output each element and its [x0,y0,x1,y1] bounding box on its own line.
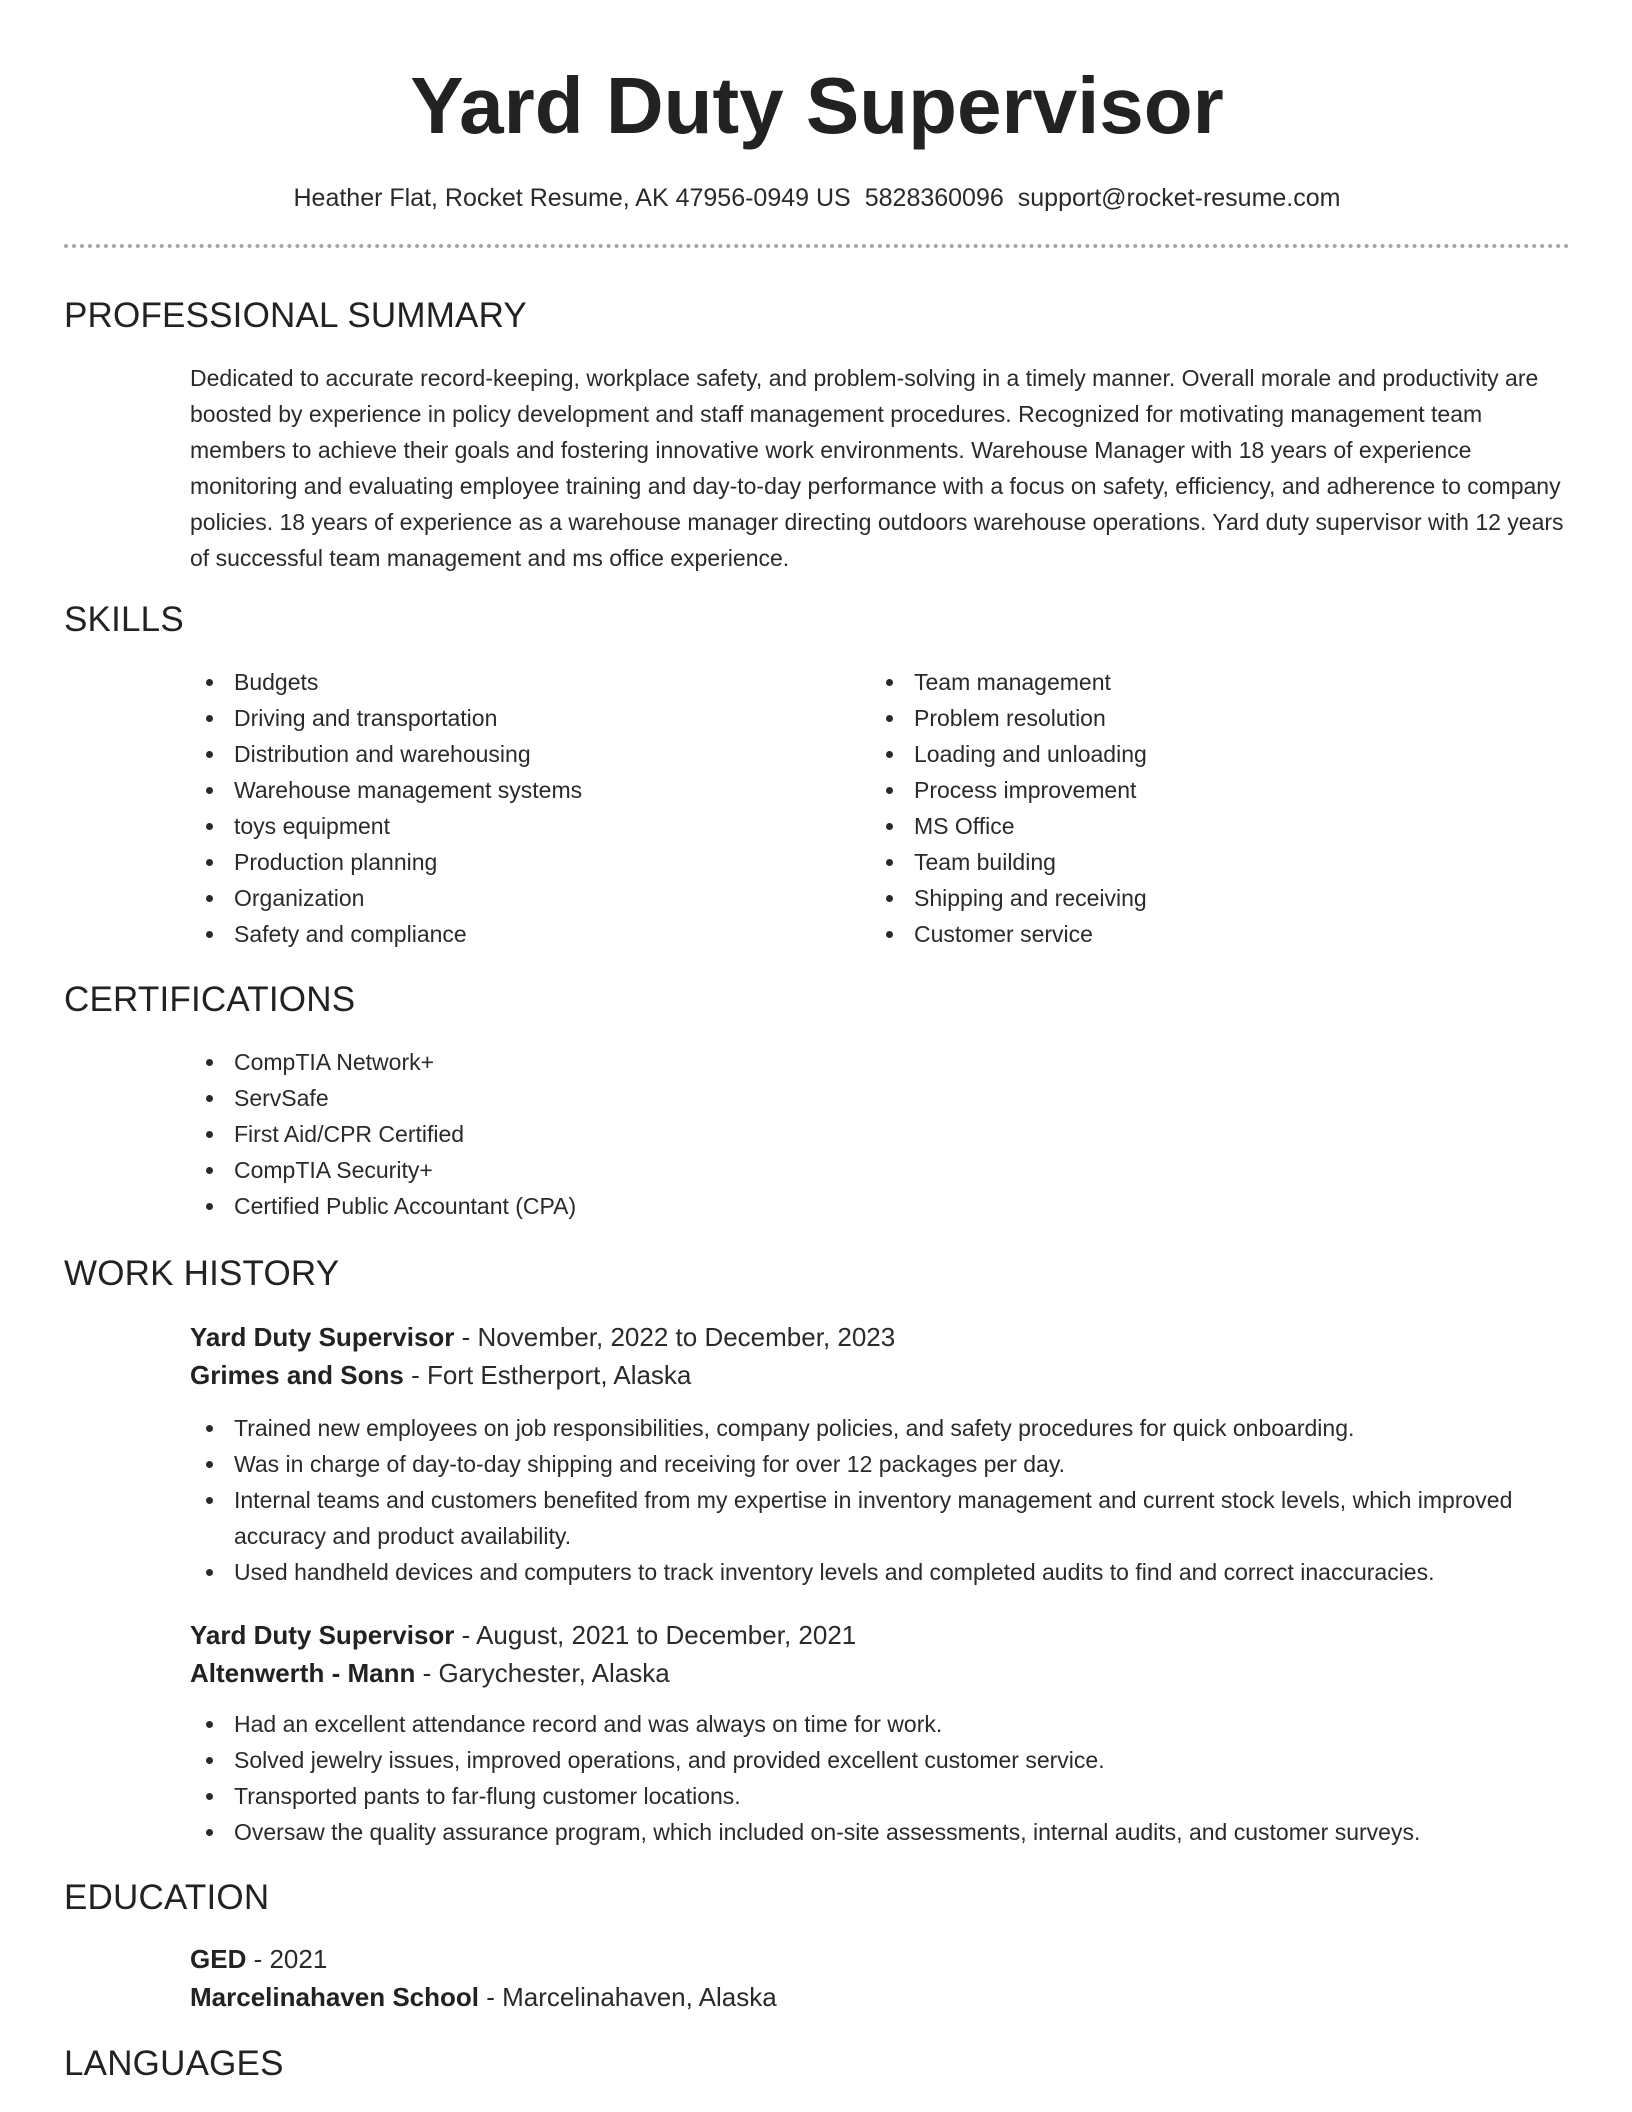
skills-list-right [870,664,1550,952]
skills-heading: SKILLS [64,600,184,639]
skills-list-left [190,664,870,952]
education-location: - Marcelinahaven, Alaska [478,1982,777,2012]
skill-item: Team management [870,664,1550,700]
summary-text: Dedicated to accurate record-keeping, workplace safety, and problem-solving in a timely manner. Overall morale and productivity are boosted by experience in policy development and staff management procedures. Recognized for motivating management team members to achieve their goals and fostering innovative work environments. Warehouse Manager with 18 years of experience monitoring and evaluating employee training and day-to-day performance with a focus on safety, efficiency, and adherence to company policies. 18 years of experience as a warehouse manager directing outdoors warehouse operations. Yard duty supervisor with 12 years of successful team management and ms office experience. [190,365,1564,571]
skill-item: Organization [190,880,870,916]
job-bullet: Transported pants to far-flung customer locations. [190,1778,1570,1814]
summary-section [64,294,1570,576]
job-role: Yard Duty Supervisor [190,1620,455,1650]
contact-phone: 5828360096 [864,184,1004,212]
skill-item: Safety and compliance [190,916,870,952]
skill-item: Production planning [190,844,870,880]
job-dates: - August, 2021 to December, 2021 [454,1620,857,1650]
job-bullets [190,1410,1570,1590]
languages-section [64,2042,1570,2086]
certification-item: Certified Public Accountant (CPA) [190,1188,1570,1224]
skill-item: toys equipment [190,808,870,844]
contact-email: support@rocket-resume.com [1017,184,1341,212]
skill-item: Customer service [870,916,1550,952]
job-bullet: Solved jewelry issues, improved operations, and provided excellent customer service. [190,1742,1570,1778]
skill-item: MS Office [870,808,1550,844]
skill-item: Problem resolution [870,700,1550,736]
job-entry [190,1616,1570,1850]
education-year: - 2021 [246,1944,328,1974]
certification-item: First Aid/CPR Certified [190,1116,1570,1152]
skill-item: Process improvement [870,772,1550,808]
resume-page [64,0,1570,2086]
skill-item: Warehouse management systems [190,772,870,808]
job-bullet: Internal teams and customers benefited from my expertise in inventory management and current stock levels, which improved accuracy and product availability. [190,1482,1570,1554]
education-heading: EDUCATION [64,1878,270,1917]
job-location: - Garychester, Alaska [415,1658,670,1688]
job-role: Yard Duty Supervisor [190,1322,455,1352]
certifications-list [190,1044,1570,1224]
job-company-line [190,1356,1570,1394]
job-location: - Fort Estherport, Alaska [403,1360,692,1390]
job-company: Grimes and Sons [190,1360,404,1390]
job-bullet: Oversaw the quality assurance program, which included on-site assessments, internal audits, and customer surveys. [190,1814,1570,1850]
job-company: Altenwerth - Mann [190,1658,416,1688]
contact-address: Heather Flat, Rocket Resume, AK 47956-0949 US [293,184,851,212]
job-title-line [190,1616,1570,1654]
skills-section [64,598,1570,952]
certification-item: CompTIA Network+ [190,1044,1570,1080]
job-entry [190,1318,1570,1590]
skill-item: Team building [870,844,1550,880]
header-divider [64,244,1570,248]
certification-item: CompTIA Security+ [190,1152,1570,1188]
education-school: Marcelinahaven School [190,1982,479,2012]
certifications-section [64,978,1570,1224]
job-company-line [190,1654,1570,1692]
skill-item: Budgets [190,664,870,700]
job-bullet: Trained new employees on job responsibilities, company policies, and safety procedures for quick onboarding. [190,1410,1570,1446]
job-bullet: Used handheld devices and computers to track inventory levels and completed audits to find and correct inaccuracies. [190,1554,1570,1590]
work-history-section [64,1252,1570,1850]
skill-item: Shipping and receiving [870,880,1550,916]
job-bullets [190,1706,1570,1850]
contact-line [64,182,1570,214]
education-section [64,1876,1570,2016]
skill-item: Driving and transportation [190,700,870,736]
certification-item: ServSafe [190,1080,1570,1116]
work-history-heading: WORK HISTORY [64,1254,340,1293]
languages-heading: LANGUAGES [64,2044,284,2083]
education-school-line [190,1978,1570,2016]
job-bullet: Had an excellent attendance record and was always on time for work. [190,1706,1570,1742]
job-dates: - November, 2022 to December, 2023 [454,1322,896,1352]
certifications-heading: CERTIFICATIONS [64,980,356,1019]
education-degree-line [190,1940,1570,1978]
education-degree: GED [190,1944,247,1974]
skill-item: Distribution and warehousing [190,736,870,772]
skill-item: Loading and unloading [870,736,1550,772]
resume-name: Yard Duty Supervisor [410,61,1224,150]
summary-heading: PROFESSIONAL SUMMARY [64,296,527,335]
job-title-line [190,1318,1570,1356]
job-bullet: Was in charge of day-to-day shipping and receiving for over 12 packages per day. [190,1446,1570,1482]
